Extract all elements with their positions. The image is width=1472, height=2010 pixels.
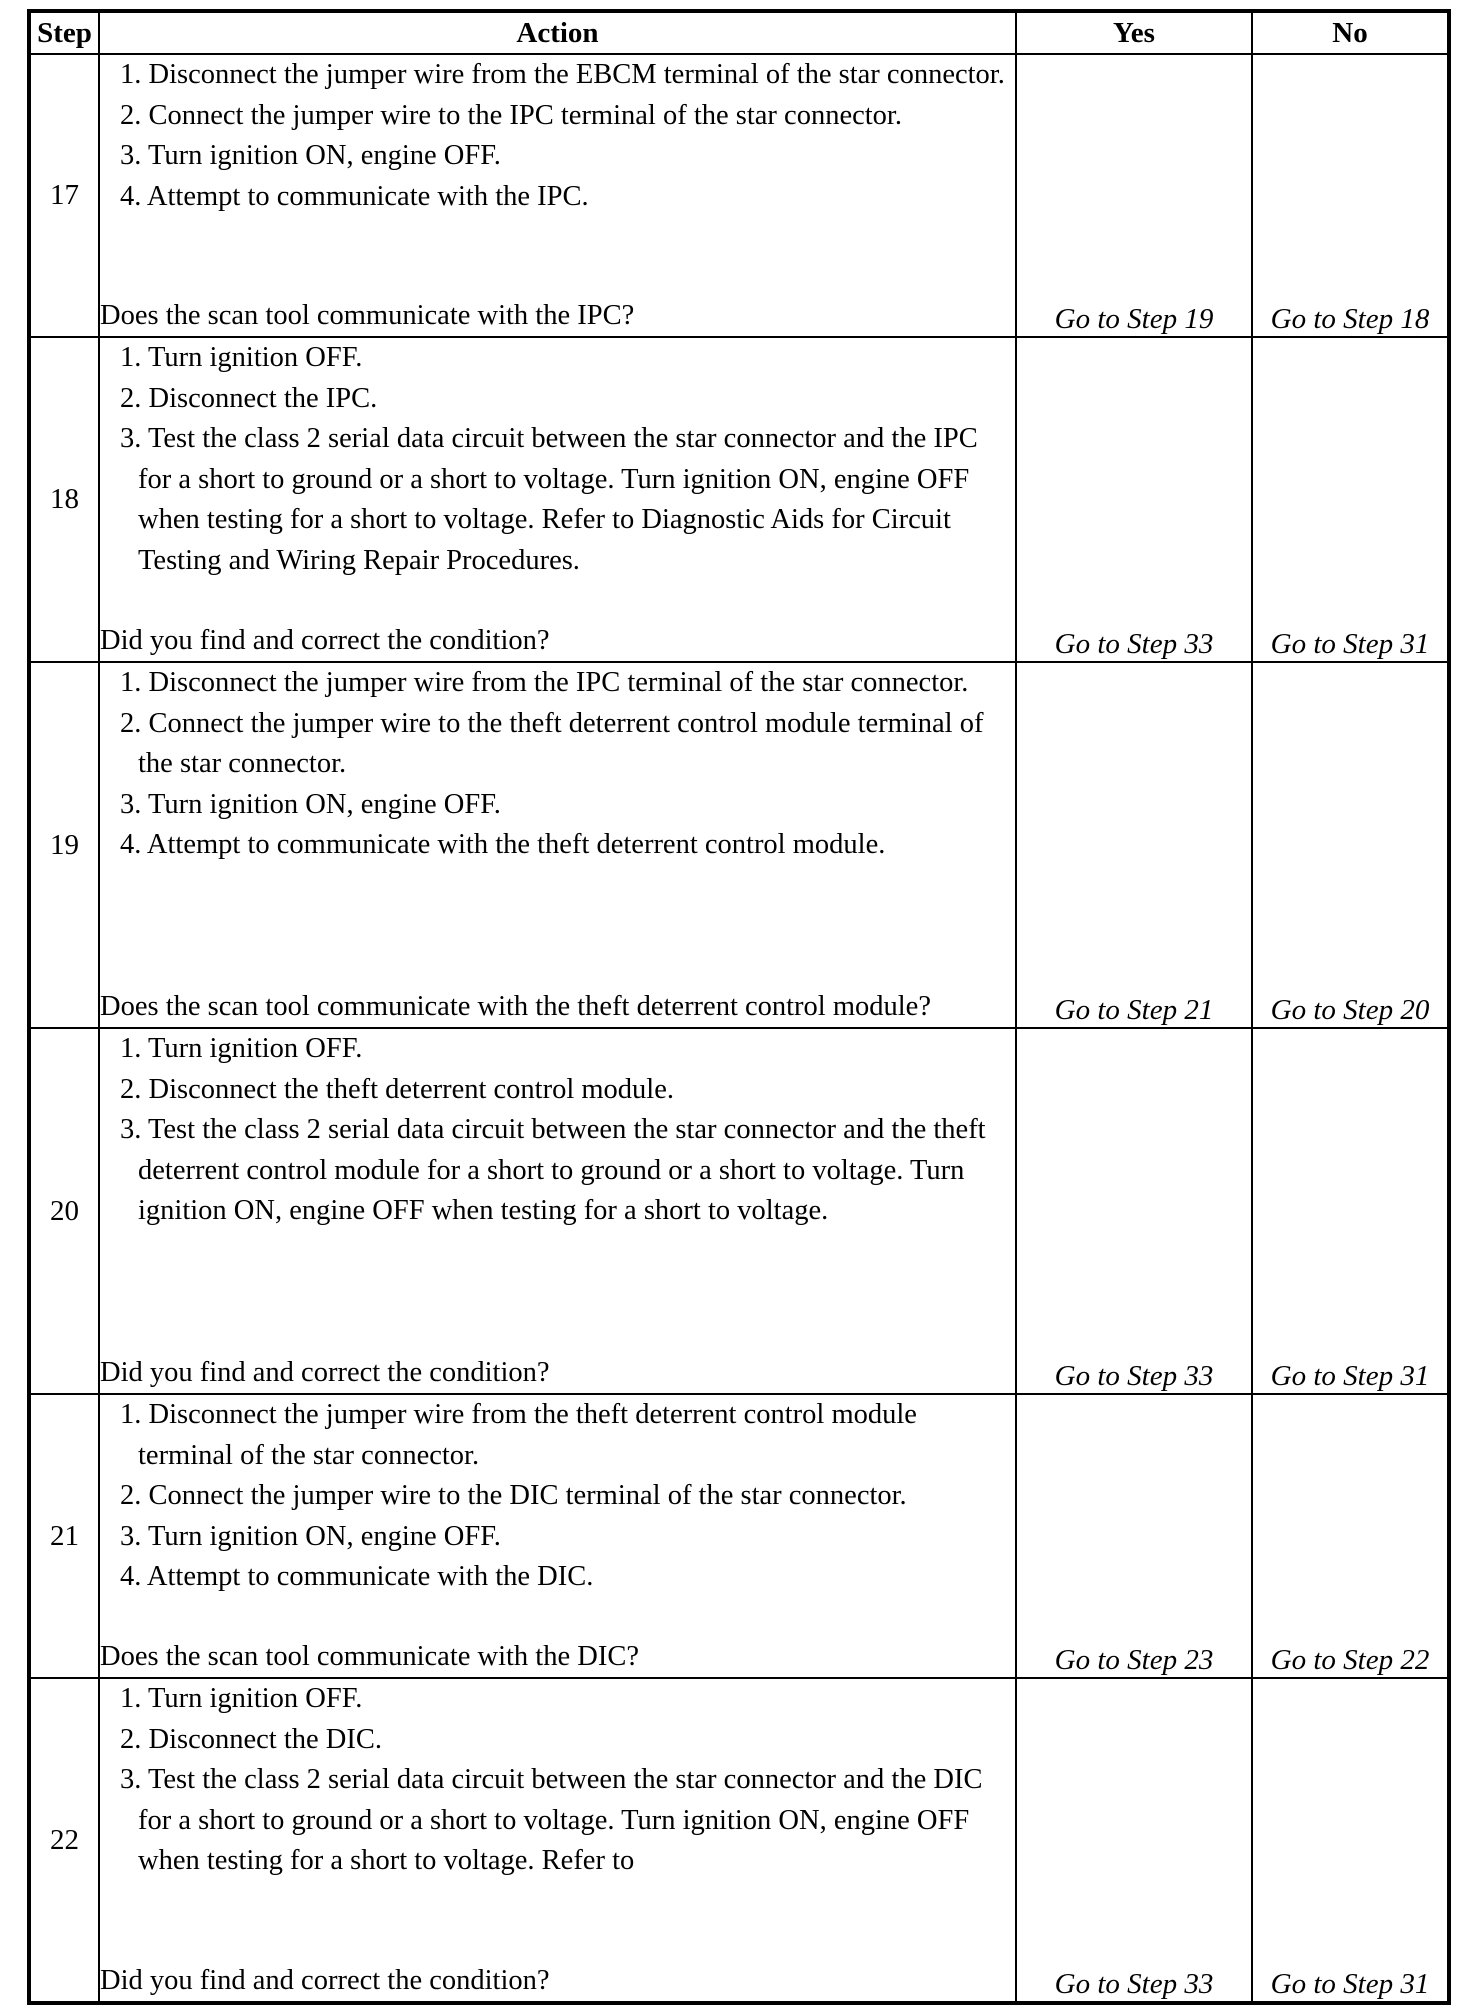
step-number: 21 — [29, 1394, 99, 1678]
action-item: 1. Disconnect the jumper wire from the IPC terminal of the star connector. — [120, 667, 969, 698]
action-item: 2. Connect the jumper wire to the theft deterrent control module terminal of the star connector. — [120, 707, 984, 779]
header-action: Action — [99, 11, 1016, 54]
no-link[interactable]: Go to Step 31 — [1252, 1028, 1449, 1394]
action-question: Did you find and correct the condition? — [100, 1356, 550, 1388]
action-item: 1. Disconnect the jumper wire from the theft deterrent control module terminal of the star connector. — [120, 1399, 917, 1471]
header-row — [29, 11, 1449, 54]
action-question: Does the scan tool communicate with the IPC? — [100, 299, 635, 331]
step-number: 19 — [29, 662, 99, 1028]
table-row — [29, 1394, 1449, 1678]
step-number: 22 — [29, 1678, 99, 2003]
action-cell — [99, 1028, 1016, 1394]
header-no: No — [1252, 11, 1449, 54]
action-cell — [99, 1394, 1016, 1678]
action-cell — [99, 54, 1016, 337]
diagnostic-table — [27, 9, 1451, 2005]
action-item: 4. Attempt to communicate with the theft deterrent control module. — [120, 829, 886, 860]
action-item: 3. Test the class 2 serial data circuit between the star connector and the theft deterrent control module for a short to ground or a short to voltage. Turn ignition ON, engine OFF when testing for a short to voltage. — [120, 1114, 986, 1226]
action-item: 1. Turn ignition OFF. — [120, 342, 363, 373]
action-question: Does the scan tool communicate with the theft deterrent control module? — [100, 990, 931, 1022]
action-question: Does the scan tool communicate with the DIC? — [100, 1640, 639, 1672]
no-link[interactable]: Go to Step 31 — [1252, 1678, 1449, 2003]
yes-link[interactable]: Go to Step 21 — [1016, 662, 1252, 1028]
action-item: 2. Disconnect the DIC. — [120, 1723, 382, 1755]
no-link[interactable]: Go to Step 22 — [1252, 1394, 1449, 1678]
action-item: 2. Connect the jumper wire to the DIC terminal of the star connector. — [120, 1480, 907, 1511]
header-step: Step — [29, 11, 99, 54]
action-item: 3. Test the class 2 serial data circuit between the star connector and the DIC for a short to ground or a short to voltage. Turn ignition ON, engine OFF when testing for a short to voltage. Refer to — [120, 1764, 983, 1876]
action-list — [100, 1395, 1015, 1598]
action-cell — [99, 662, 1016, 1028]
action-item: 1. Disconnect the jumper wire from the EBCM terminal of the star connector. — [120, 59, 1005, 90]
action-list — [100, 663, 1015, 866]
action-list — [100, 1679, 1015, 1882]
yes-link[interactable]: Go to Step 19 — [1016, 54, 1252, 337]
diagnostic-page — [27, 9, 1447, 2002]
action-item: 1. Turn ignition OFF. — [120, 1683, 363, 1714]
action-item: 3. Test the class 2 serial data circuit between the star connector and the IPC for a short to ground or a short to voltage. Turn ignition ON, engine OFF when testing for a short to voltage. Refer to Diagnostic Aids for Circuit Testing and Wiring Repair Procedures. — [120, 423, 978, 576]
action-cell — [99, 337, 1016, 662]
action-question: Did you find and correct the condition? — [100, 1964, 550, 1996]
action-item: 2. Connect the jumper wire to the IPC terminal of the star connector. — [120, 99, 902, 131]
table-row — [29, 662, 1449, 1028]
action-item: 4. Attempt to communicate with the IPC. — [120, 180, 589, 212]
table-row — [29, 1028, 1449, 1394]
table-row — [29, 337, 1449, 662]
yes-link[interactable]: Go to Step 33 — [1016, 1028, 1252, 1394]
action-item: 3. Turn ignition ON, engine OFF. — [120, 1520, 501, 1552]
yes-link[interactable]: Go to Step 33 — [1016, 1678, 1252, 2003]
no-link[interactable]: Go to Step 18 — [1252, 54, 1449, 337]
table-row — [29, 1678, 1449, 2003]
action-list — [100, 1029, 1015, 1232]
no-link[interactable]: Go to Step 20 — [1252, 662, 1449, 1028]
action-item: 1. Turn ignition OFF. — [120, 1033, 363, 1064]
action-question: Did you find and correct the condition? — [100, 624, 550, 656]
yes-link[interactable]: Go to Step 23 — [1016, 1394, 1252, 1678]
action-cell — [99, 1678, 1016, 2003]
yes-link[interactable]: Go to Step 33 — [1016, 337, 1252, 662]
action-item: 2. Disconnect the theft deterrent control module. — [120, 1073, 674, 1105]
action-item: 2. Disconnect the IPC. — [120, 382, 378, 414]
action-list — [100, 338, 1015, 581]
table-row — [29, 54, 1449, 337]
action-list — [100, 55, 1015, 217]
header-yes: Yes — [1016, 11, 1252, 54]
action-item: 3. Turn ignition ON, engine OFF. — [120, 140, 501, 171]
action-item: 3. Turn ignition ON, engine OFF. — [120, 788, 501, 820]
step-number: 20 — [29, 1028, 99, 1394]
step-number: 18 — [29, 337, 99, 662]
action-item: 4. Attempt to communicate with the DIC. — [120, 1561, 594, 1592]
no-link[interactable]: Go to Step 31 — [1252, 337, 1449, 662]
step-number: 17 — [29, 54, 99, 337]
